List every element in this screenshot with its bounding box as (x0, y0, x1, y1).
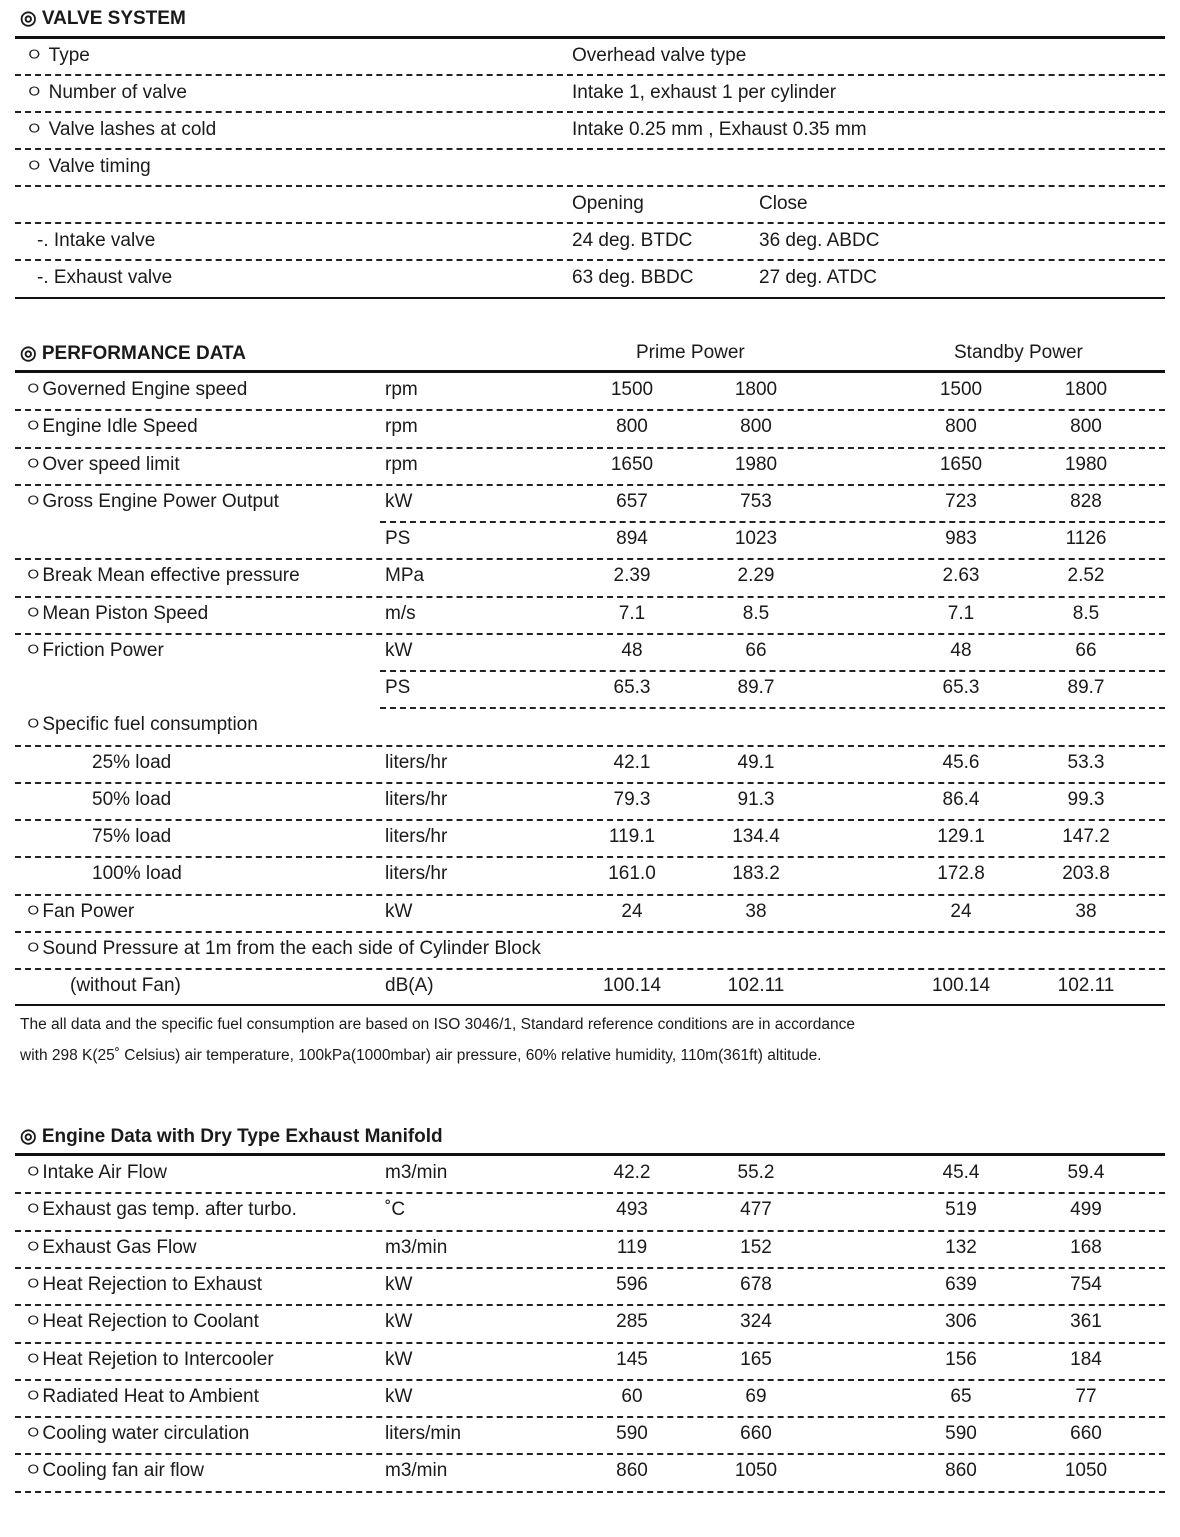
row-value: 499 (1070, 1199, 1102, 1221)
engine-data-title: ◎ Engine Data with Dry Type Exhaust Manifold (20, 1126, 443, 1147)
performance-title: ◎ PERFORMANCE DATA (20, 343, 246, 364)
valve-system-bottom-rule (15, 297, 1165, 299)
row-value: 8.5 (742, 602, 770, 624)
table-row (0, 558, 1180, 595)
row-value: 678 (740, 1273, 772, 1295)
row-value: 2.52 (1067, 565, 1105, 587)
row-value: 2.39 (613, 565, 651, 587)
row-value: 24 (621, 900, 643, 922)
row-label: ㅇExhaust gas temp. after turbo. (24, 1199, 297, 1221)
row-value: 800 (616, 416, 648, 438)
valve-timing-opening: 63 deg. BBDC (572, 267, 694, 288)
row-value: 55.2 (737, 1162, 775, 1183)
row-value: 184 (1070, 1348, 1102, 1370)
row-unit: kW (385, 1348, 413, 1370)
table-row (0, 484, 1180, 521)
table-row (0, 1155, 1180, 1192)
row-value: 860 (616, 1460, 648, 1482)
row-value: 42.2 (613, 1162, 651, 1183)
row-label: ㅇHeat Rejection to Coolant (24, 1311, 259, 1333)
row-unit: kW (385, 490, 413, 512)
row-unit: m3/min (385, 1236, 448, 1258)
valve-row-divider (15, 222, 1165, 224)
row-value: 1980 (1064, 453, 1108, 475)
valve-timing-close: 27 deg. ATDC (759, 267, 877, 288)
row-unit: kW (385, 639, 413, 661)
valve-timing-label: -. Intake valve (37, 230, 156, 251)
row-value: 152 (740, 1236, 772, 1258)
valve-timing-close: 36 deg. ABDC (759, 230, 880, 251)
row-value: 493 (616, 1199, 648, 1221)
row-value: 1650 (939, 453, 983, 475)
row-unit: kW (385, 900, 413, 922)
row-value: 48 (950, 639, 972, 661)
row-value: 1800 (1064, 379, 1108, 400)
row-value: 1980 (734, 453, 778, 475)
table-row (0, 372, 1180, 409)
row-unit: m3/min (385, 1162, 448, 1183)
row-label: 25% load (92, 751, 172, 773)
row-value: 165 (740, 1348, 772, 1370)
row-value: 596 (616, 1273, 648, 1295)
row-value: 519 (945, 1199, 977, 1221)
row-value: 1650 (610, 453, 654, 475)
valve-system-title: ◎ VALVE SYSTEM (20, 8, 186, 29)
row-label: ㅇMean Piston Speed (24, 602, 209, 624)
row-label: ㅇIntake Air Flow (24, 1162, 167, 1183)
row-value: 99.3 (1067, 788, 1105, 810)
row-unit: liters/hr (385, 788, 448, 810)
valve-row-divider (15, 185, 1165, 187)
row-value: 147.2 (1062, 826, 1110, 847)
row-value: 285 (616, 1311, 648, 1333)
row-value: 24 (950, 900, 972, 922)
valve-row-label: ㅇ Type (25, 45, 90, 66)
table-row (0, 1304, 1180, 1341)
valve-row-divider (15, 259, 1165, 261)
row-value: 800 (740, 416, 772, 438)
table-row (0, 1342, 1180, 1379)
row-value: 53.3 (1067, 751, 1105, 773)
row-value: 145 (616, 1348, 648, 1370)
row-value: 753 (740, 490, 772, 512)
row-value: 59.4 (1067, 1162, 1105, 1183)
row-value: 7.1 (618, 602, 646, 624)
row-value: 65 (950, 1385, 972, 1407)
table-row (0, 670, 1180, 707)
row-value: 172.8 (937, 863, 985, 885)
row-unit: PS (385, 528, 411, 549)
row-label: ㅇOver speed limit (24, 453, 180, 475)
row-value: 119.1 (608, 826, 656, 847)
row-value: 203.8 (1062, 863, 1110, 885)
row-value: 45.6 (942, 751, 980, 773)
row-unit: kW (385, 1385, 413, 1407)
row-value: 2.29 (737, 565, 775, 587)
row-value: 1800 (734, 379, 778, 400)
valve-row-label: ㅇ Valve timing (25, 156, 151, 177)
row-value: 156 (945, 1348, 977, 1370)
row-value: 69 (745, 1385, 767, 1407)
row-value: 1500 (939, 379, 983, 400)
row-value: 1050 (1064, 1460, 1108, 1482)
row-value: 894 (616, 528, 648, 549)
table-row (0, 745, 1180, 782)
row-divider (15, 1491, 1165, 1493)
valve-row-value: Overhead valve type (572, 45, 747, 66)
row-value: 60 (621, 1385, 643, 1407)
row-value: 42.1 (613, 751, 651, 773)
valve-timing-close-header: Close (759, 193, 808, 214)
row-unit: PS (385, 677, 411, 698)
table-row (0, 596, 1180, 633)
row-value: 1500 (610, 379, 654, 400)
row-value: 800 (945, 416, 977, 438)
row-label: ㅇHeat Rejection to Exhaust (24, 1273, 263, 1295)
row-value: 100.14 (602, 975, 662, 996)
row-value: 639 (945, 1273, 977, 1295)
row-unit: rpm (385, 379, 418, 400)
table-row (0, 1416, 1180, 1453)
table-row (0, 409, 1180, 446)
row-value: 306 (945, 1311, 977, 1333)
row-value: 660 (1070, 1423, 1102, 1445)
row-value: 102.11 (1057, 975, 1115, 996)
row-label: ㅇEngine Idle Speed (24, 416, 198, 438)
valve-timing-opening-header: Opening (572, 193, 644, 214)
row-value: 66 (1075, 639, 1097, 661)
row-label: ㅇGross Engine Power Output (24, 490, 279, 512)
row-value: 79.3 (613, 788, 651, 810)
table-row (0, 1267, 1180, 1304)
performance-bottom-rule (15, 1004, 1165, 1006)
valve-row-divider (15, 111, 1165, 113)
performance-note-line-1: The all data and the specific fuel consumption are based on ISO 3046/1, Standard reference conditions are in accordance (20, 1016, 855, 1033)
row-label: (without Fan) (70, 975, 181, 996)
row-unit: liters/hr (385, 826, 448, 847)
row-value: 828 (1070, 490, 1102, 512)
valve-row-divider (15, 148, 1165, 150)
table-row (0, 782, 1180, 819)
valve-timing-header-row (0, 186, 1180, 223)
row-value: 134.4 (732, 826, 780, 847)
row-value: 38 (1075, 900, 1097, 922)
row-value: 723 (945, 490, 977, 512)
valve-timing-label: -. Exhaust valve (37, 267, 173, 288)
row-label: 50% load (92, 788, 172, 810)
row-value: 102.11 (727, 975, 785, 996)
row-label: ㅇExhaust Gas Flow (24, 1236, 197, 1258)
row-value: 1126 (1065, 528, 1107, 549)
standby-power-header: Standby Power (954, 342, 1083, 363)
table-row (0, 894, 1180, 931)
row-label: ㅇRadiated Heat to Ambient (24, 1385, 259, 1407)
row-unit: MPa (385, 565, 425, 587)
row-value: 48 (621, 639, 643, 661)
row-unit: m/s (385, 602, 416, 624)
valve-timing-row (0, 223, 1180, 260)
row-value: 754 (1070, 1273, 1102, 1295)
prime-power-header: Prime Power (636, 342, 745, 363)
table-row (0, 1230, 1180, 1267)
row-unit: liters/min (385, 1423, 462, 1445)
table-row (0, 819, 1180, 856)
row-unit: dB(A) (385, 975, 434, 996)
row-value: 86.4 (942, 788, 980, 810)
row-value: 2.63 (942, 565, 980, 587)
row-value: 660 (740, 1423, 772, 1445)
row-value: 100.14 (931, 975, 991, 996)
valve-row-label: ㅇ Number of valve (25, 82, 187, 103)
row-value: 119 (616, 1236, 648, 1258)
row-label: ㅇFriction Power (24, 639, 164, 661)
row-label: ㅇCooling water circulation (24, 1423, 250, 1445)
valve-timing-opening: 24 deg. BTDC (572, 230, 693, 251)
row-value: 168 (1070, 1236, 1102, 1258)
row-label: 100% load (92, 863, 182, 885)
row-value: 77 (1075, 1385, 1097, 1407)
performance-note-line-2: with 298 K(25˚ Celsius) air temperature, 100kPa(1000mbar) air pressure, 60% relative humidity, 110m(361ft) altitude. (20, 1047, 822, 1064)
table-row (0, 633, 1180, 670)
row-unit: kW (385, 1273, 413, 1295)
row-value: 65.3 (613, 677, 651, 698)
row-value: 1023 (734, 528, 778, 549)
row-label: ㅇBreak Mean effective pressure (24, 565, 300, 587)
valve-row-label: ㅇ Valve lashes at cold (25, 119, 217, 140)
table-row (0, 521, 1180, 558)
table-row (0, 447, 1180, 484)
row-value: 183.2 (732, 863, 780, 885)
row-label: ㅇHeat Rejetion to Intercooler (24, 1348, 274, 1370)
valve-row (0, 75, 1180, 112)
row-value: 89.7 (737, 677, 775, 698)
row-value: 38 (745, 900, 767, 922)
table-row (0, 707, 1180, 744)
row-value: 1050 (734, 1460, 778, 1482)
row-unit: rpm (385, 416, 418, 438)
row-value: 66 (745, 639, 767, 661)
row-value: 590 (945, 1423, 977, 1445)
row-value: 477 (740, 1199, 772, 1221)
row-unit: ˚C (385, 1199, 406, 1221)
row-label: 75% load (92, 826, 172, 847)
table-row (0, 856, 1180, 893)
row-value: 91.3 (737, 788, 775, 810)
table-row (0, 968, 1180, 1005)
row-value: 89.7 (1067, 677, 1105, 698)
row-unit: liters/hr (385, 751, 448, 773)
valve-row (0, 149, 1180, 186)
row-unit: m3/min (385, 1460, 448, 1482)
row-label: ㅇFan Power (24, 900, 135, 922)
row-value: 800 (1070, 416, 1102, 438)
row-value: 7.1 (947, 602, 975, 624)
table-row (0, 931, 1180, 968)
valve-timing-row (0, 260, 1180, 297)
row-value: 983 (945, 528, 977, 549)
row-label: ㅇSound Pressure at 1m from the each side of Cylinder Block (24, 937, 541, 959)
valve-row (0, 38, 1180, 75)
row-value: 361 (1070, 1311, 1102, 1333)
valve-row (0, 112, 1180, 149)
row-value: 49.1 (737, 751, 775, 773)
row-value: 8.5 (1072, 602, 1100, 624)
valve-row-divider (15, 74, 1165, 76)
row-label: ㅇCooling fan air flow (24, 1460, 204, 1482)
row-unit: kW (385, 1311, 413, 1333)
row-value: 65.3 (942, 677, 980, 698)
valve-row-value: Intake 1, exhaust 1 per cylinder (572, 82, 837, 103)
row-value: 324 (740, 1311, 772, 1333)
row-value: 860 (945, 1460, 977, 1482)
valve-row-value: Intake 0.25 mm , Exhaust 0.35 mm (572, 119, 867, 140)
row-value: 129.1 (937, 826, 985, 847)
row-value: 657 (616, 490, 648, 512)
row-value: 132 (945, 1236, 977, 1258)
row-value: 590 (616, 1423, 648, 1445)
row-label: ㅇSpecific fuel consumption (24, 714, 258, 736)
row-value: 45.4 (942, 1162, 980, 1183)
row-label: ㅇGoverned Engine speed (24, 379, 248, 400)
row-value: 161.0 (608, 863, 656, 885)
table-row (0, 1192, 1180, 1229)
row-unit: liters/hr (385, 863, 448, 885)
row-unit: rpm (385, 453, 418, 475)
table-row (0, 1379, 1180, 1416)
table-row (0, 1453, 1180, 1490)
